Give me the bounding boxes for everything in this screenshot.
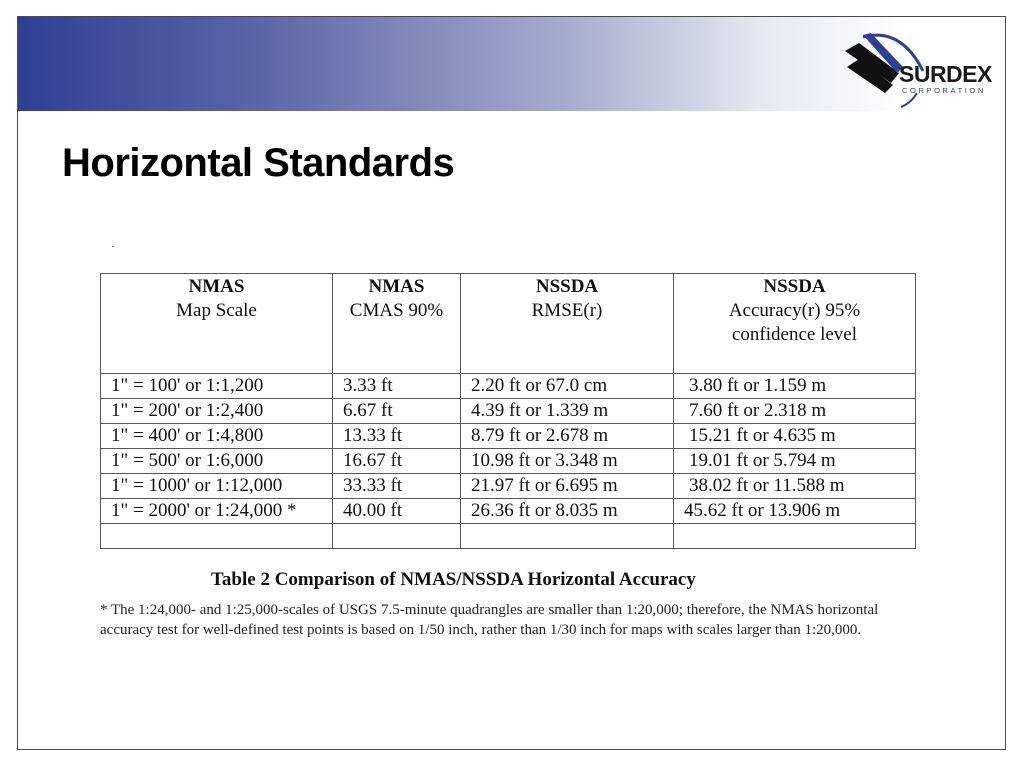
table-cell: 15.21 ft or 4.635 m [674, 424, 916, 449]
logo-wordmark: SURDEX [899, 61, 992, 87]
table-cell: 13.33 ft [333, 424, 461, 449]
table-cell: 3.80 ft or 1.159 m [674, 374, 916, 399]
table-cell: 33.33 ft [333, 474, 461, 499]
table-cell: 1" = 200' or 1:2,400 [101, 399, 333, 424]
slide [17, 16, 1006, 750]
header-subtitle: CMAS 90% [349, 300, 444, 321]
table-cell: 40.00 ft [333, 499, 461, 524]
table-row [101, 449, 916, 474]
header-cell [101, 274, 333, 374]
table-cell: 1" = 500' or 1:6,000 [101, 449, 333, 474]
table-row [101, 499, 916, 524]
table-cell: 38.02 ft or 11.588 m [674, 474, 916, 499]
header-subtitle: RMSE(r) [531, 300, 603, 321]
table-cell: 3.33 ft [333, 374, 461, 399]
table-cell-empty [101, 524, 333, 549]
header-subtitle: Accuracy(r) 95% confidence level [728, 300, 861, 345]
table-cell: 1" = 100' or 1:1,200 [101, 374, 333, 399]
table-cell: 26.36 ft or 8.035 m [461, 499, 674, 524]
table-cell: 10.98 ft or 3.348 m [461, 449, 674, 474]
table-cell: 1" = 1000' or 1:12,000 [101, 474, 333, 499]
accuracy-table [100, 273, 916, 549]
header-cell [461, 274, 674, 374]
table-cell-empty [674, 524, 916, 549]
header-subtitle: Map Scale [176, 300, 257, 321]
table-header-row [101, 274, 916, 374]
footnote: * The 1:24,000- and 1:25,000-scales of USGS 7.5-minute quadrangles are smaller than 1:20,000; therefore, the NMAS horizontal accuracy test for well-defined test points is based on 1/50 inch, rather than 1/30 inch for maps with scales larger than 1:20,000. [100, 602, 879, 638]
table-cell: 2.20 ft or 67.0 cm [461, 374, 674, 399]
table-cell-empty [461, 524, 674, 549]
table-row [101, 424, 916, 449]
table-cell: 16.67 ft [333, 449, 461, 474]
surdex-logo [841, 31, 1001, 111]
table-cell: 21.97 ft or 6.695 m [461, 474, 674, 499]
stray-mark [112, 246, 114, 247]
header-title: NSSDA [535, 276, 599, 297]
table-cell: 1" = 2000' or 1:24,000 * [101, 499, 333, 524]
table-cell: 45.62 ft or 13.906 m [674, 499, 916, 524]
slide-title: Horizontal Standards [62, 141, 455, 185]
table-cell: 6.67 ft [333, 399, 461, 424]
table-row [101, 474, 916, 499]
table-cell: 4.39 ft or 1.339 m [461, 399, 674, 424]
header-title: NSSDA [763, 276, 826, 297]
header-title: NMAS [188, 276, 245, 297]
table-caption: Table 2 Comparison of NMAS/NSSDA Horizontal Accuracy [211, 569, 696, 590]
table-row [101, 374, 916, 399]
logo-subtitle: CORPORATION [902, 86, 986, 95]
table-cell: 7.60 ft or 2.318 m [674, 399, 916, 424]
header-title: NMAS [368, 276, 425, 297]
table-cell: 8.79 ft or 2.678 m [461, 424, 674, 449]
table-cell-empty [333, 524, 461, 549]
table-row-empty [101, 524, 916, 549]
header-cell [674, 274, 916, 374]
table-cell: 1" = 400' or 1:4,800 [101, 424, 333, 449]
table-row [101, 399, 916, 424]
header-cell [333, 274, 461, 374]
table-cell: 19.01 ft or 5.794 m [674, 449, 916, 474]
